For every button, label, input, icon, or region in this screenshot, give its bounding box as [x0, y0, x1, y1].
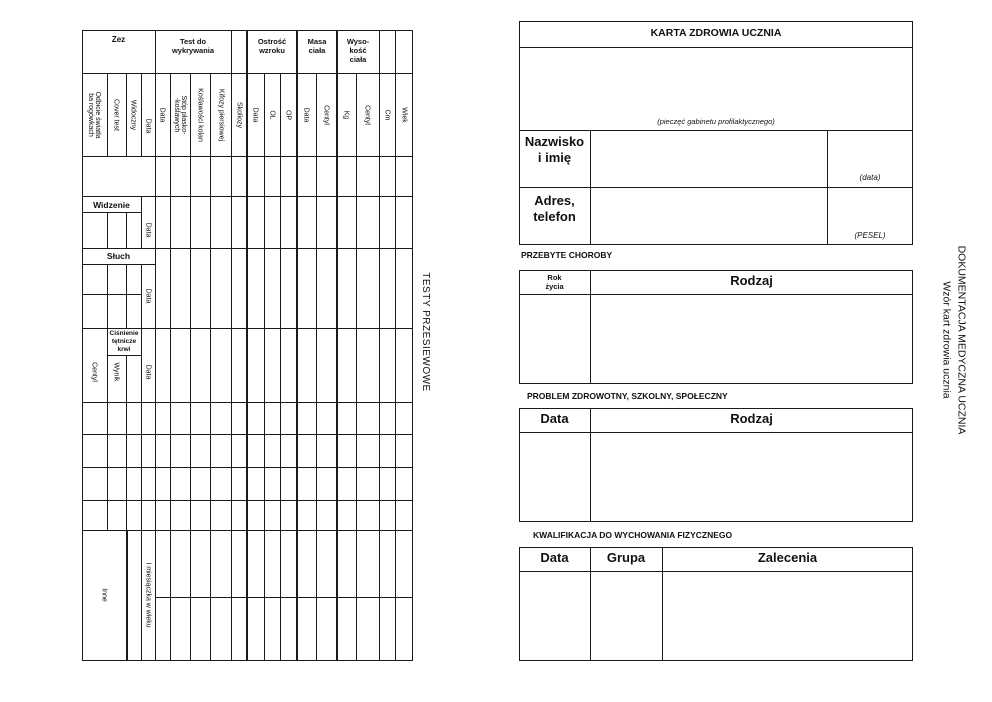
- col-kifozy: Kifozy piersiowej: [217, 88, 225, 142]
- sluch-data: Data: [144, 288, 152, 304]
- col-data-zez: Data: [144, 118, 152, 134]
- section-miesiaczka: I miesiączka w wieku: [144, 562, 152, 628]
- stamp-caption: (pieczęć gabinetu profilaktycznego): [657, 117, 775, 126]
- col-centyl-wys: Centyl: [363, 105, 371, 125]
- side-caption-sub: Wzór kart zdrowia ucznia: [940, 281, 953, 399]
- problem-heading: PROBLEM ZDROWOTNY, SZKOLNY, SPOŁECZNY: [527, 391, 728, 401]
- col-kolan: Koślawości kolan: [196, 88, 204, 142]
- pesel-caption: (PESEL): [854, 231, 886, 240]
- col-kg: Kg: [342, 110, 350, 120]
- rok-zycia-header: Rok życia: [545, 273, 564, 291]
- col-data-masa: Data: [302, 107, 310, 123]
- col-centyl-masa: Centyl: [322, 105, 330, 125]
- side-caption-main: DOKUMENTACJA MEDYCZNA UCZNIA: [955, 245, 968, 435]
- name-label: Nazwisko i imię: [524, 134, 585, 165]
- card-title: KARTA ZDROWIA UCZNIA: [650, 27, 782, 39]
- cisnienie-centyl: Centyl: [90, 362, 98, 382]
- section-cisnienie: Ciśnienie tętnicze krwi: [109, 330, 139, 353]
- problem-rodzaj-header: Rodzaj: [730, 411, 773, 426]
- col-skoliozy: Skoliozy: [235, 101, 243, 129]
- health-card-sheet: [519, 21, 913, 661]
- header-masa: Masa ciała: [307, 37, 327, 55]
- col-data-ostrosc: Data: [251, 107, 259, 123]
- header-ostrosc: Ostrość wzroku: [257, 37, 287, 55]
- header-zez: Zez: [111, 35, 126, 44]
- header-test: Test do wykrywania: [171, 37, 215, 55]
- pe-zalecenia-header: Zalecenia: [757, 550, 818, 565]
- problem-data-header: Data: [540, 411, 569, 426]
- header-wysokosc: Wyso- kość ciała: [346, 37, 370, 64]
- col-data-test: Data: [158, 107, 166, 123]
- widzenie-data: Data: [144, 222, 152, 238]
- col-wiek: Wiek: [400, 107, 408, 123]
- col-ol: OL: [268, 110, 276, 120]
- col-cm: Cm: [383, 109, 391, 121]
- pe-heading: KWALIFIKACJA DO WYCHOWANIA FIZYCZNEGO: [533, 530, 733, 540]
- col-cover-test: Cover test: [112, 99, 120, 131]
- col-op: OP: [284, 109, 292, 121]
- pe-data-header: Data: [540, 550, 569, 565]
- diseases-heading: PRZEBYTE CHOROBY: [521, 250, 613, 260]
- diseases-rodzaj-header: Rodzaj: [730, 273, 773, 288]
- cisnienie-data: Data: [144, 364, 152, 380]
- section-sluch: Słuch: [106, 251, 131, 261]
- address-label: Adres, telefon: [533, 193, 576, 224]
- screening-side-title: TESTY PRZESIEWOWE: [420, 272, 431, 392]
- section-widzenie: Widzenie: [93, 200, 130, 210]
- section-inne: Inne: [100, 588, 108, 602]
- cisnienie-wynik: Wynik: [112, 362, 120, 382]
- pe-grupa-header: Grupa: [606, 550, 646, 565]
- screening-tests-sheet: [82, 30, 413, 661]
- col-odbicie: Odbicie światła ba rogówkach: [87, 91, 101, 139]
- col-stop: Stóp płasko- -koślawych: [173, 95, 187, 135]
- col-widoczny: Widoczny: [129, 99, 137, 131]
- date-caption: (data): [859, 173, 881, 182]
